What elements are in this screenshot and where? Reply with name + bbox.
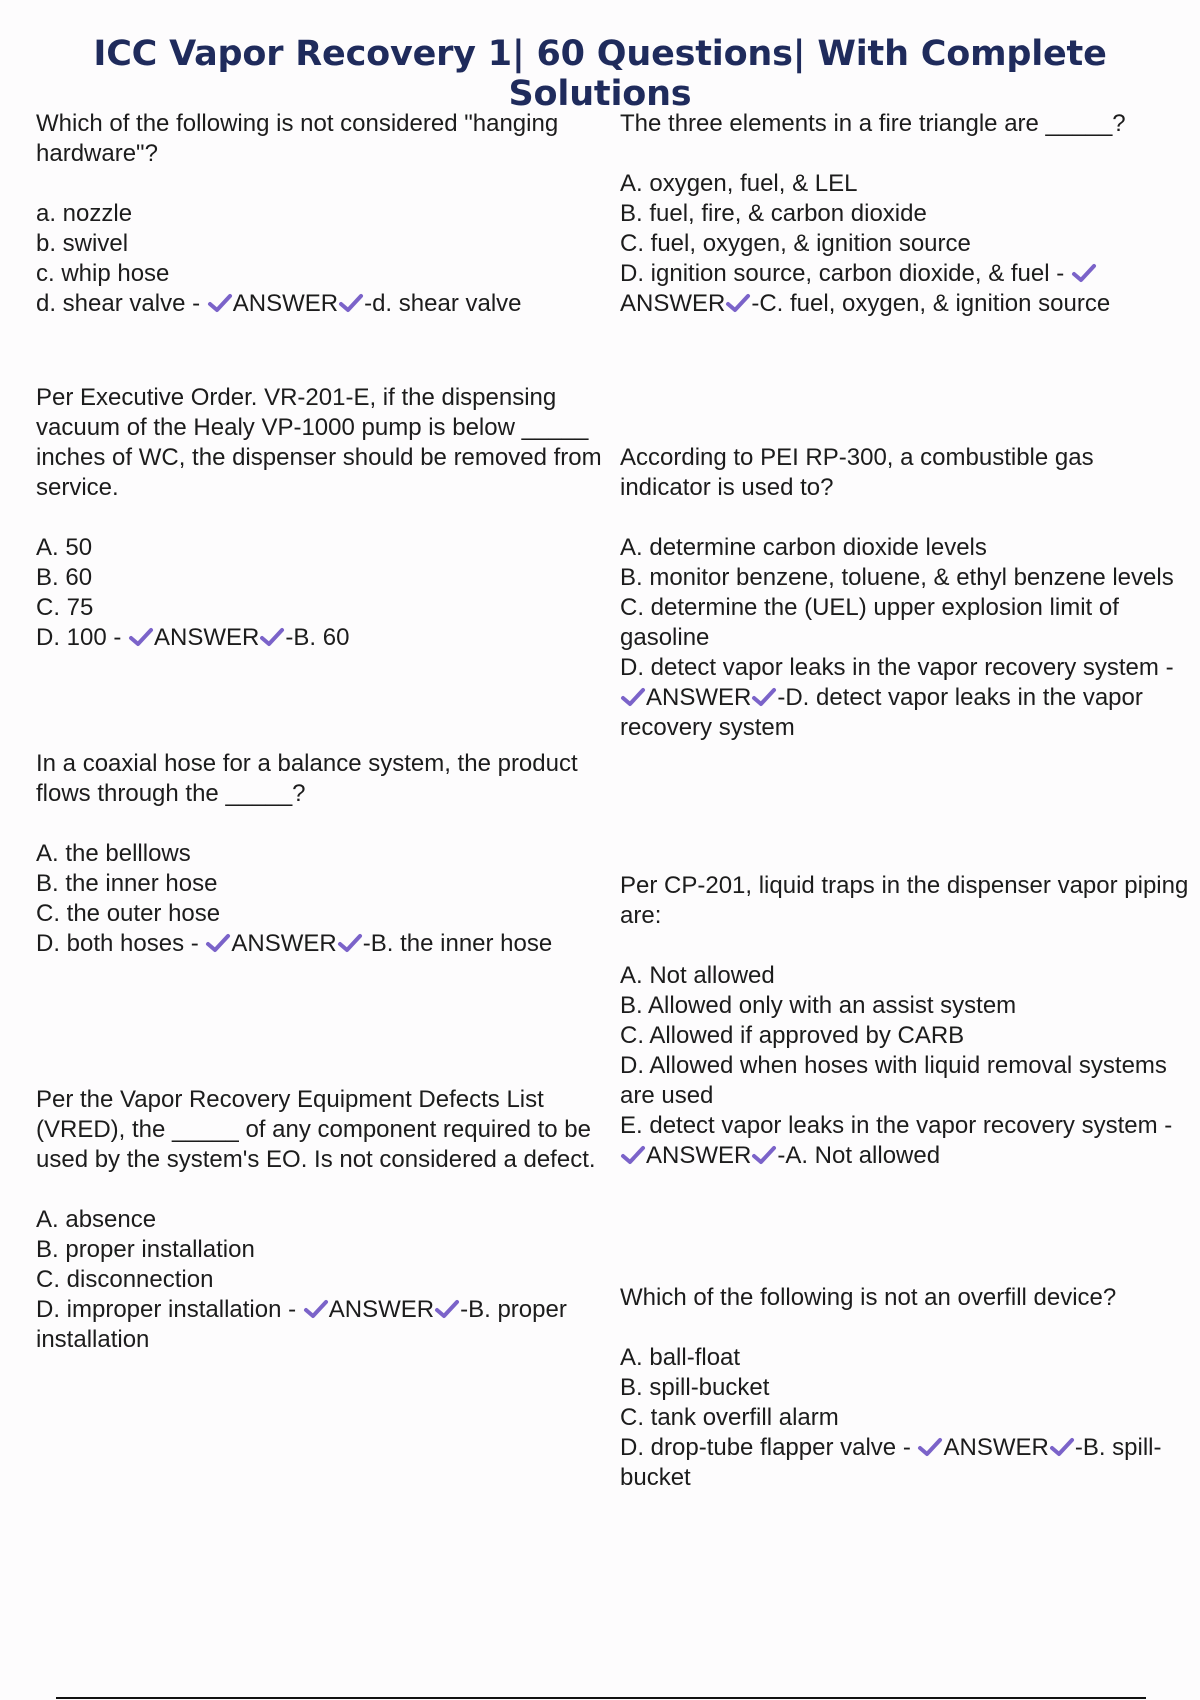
check-icon <box>917 1436 943 1458</box>
option-list <box>36 199 606 289</box>
option: D. Allowed when hoses with liquid removal systems are used <box>620 1052 1167 1109</box>
question-block <box>36 383 606 653</box>
answer-label: ANSWER <box>328 1296 435 1323</box>
answer-text: -B. 60 <box>285 624 350 651</box>
answer-line <box>620 1111 1190 1171</box>
answer-text: -D. detect vapor leaks in the vapor recovery system <box>620 684 1143 741</box>
answer-line <box>36 623 606 653</box>
option: B. 60 <box>36 564 93 591</box>
option: C. 75 <box>36 594 94 621</box>
option-list <box>620 533 1190 653</box>
option-list <box>620 1343 1190 1433</box>
answer-line <box>36 289 606 319</box>
option-list <box>36 1205 606 1295</box>
check-icon <box>620 1144 646 1166</box>
answer-text: -d. shear valve <box>364 290 522 317</box>
option: D. both hoses - <box>36 930 199 957</box>
option: C. determine the (UEL) upper explosion limit of gasoline <box>620 594 1119 651</box>
answer-label: ANSWER <box>646 684 752 711</box>
question-stem: In a coaxial hose for a balance system, the product flows through the _____? <box>36 750 578 807</box>
answer-text: -C. fuel, oxygen, & ignition source <box>751 290 1111 317</box>
option: D. improper installation - <box>36 1296 297 1323</box>
option: E. detect vapor leaks in the vapor recovery system - <box>620 1112 1173 1139</box>
document-title: ICC Vapor Recovery 1| 60 Questions| With Complete Solutions <box>93 34 1107 114</box>
option: C. tank overfill alarm <box>620 1404 839 1431</box>
answer-line <box>620 653 1190 743</box>
question-stem: According to PEI RP-300, a combustible gas indicator is used to? <box>620 444 1094 501</box>
check-icon <box>1049 1436 1075 1458</box>
option: C. the outer hose <box>36 900 221 927</box>
answer-line <box>620 259 1190 319</box>
question-block <box>36 1085 606 1355</box>
option: c. whip hose <box>36 260 170 287</box>
option: B. fuel, fire, & carbon dioxide <box>620 200 927 227</box>
question-block <box>36 109 606 319</box>
answer-line <box>36 1295 606 1355</box>
option-list <box>36 533 606 623</box>
answer-label: ANSWER <box>231 930 337 957</box>
option: D. drop-tube flapper valve - <box>620 1434 911 1461</box>
option: B. spill-bucket <box>620 1374 770 1401</box>
answer-label: ANSWER <box>232 290 339 317</box>
check-icon <box>128 626 154 648</box>
answer-label: ANSWER <box>943 1434 1049 1461</box>
question-block <box>620 443 1190 743</box>
option: A. determine carbon dioxide levels <box>620 534 987 561</box>
option: D. ignition source, carbon dioxide, & fuel - <box>620 260 1065 287</box>
check-icon <box>1071 262 1097 284</box>
question-stem: Which of the following is not an overfill device? <box>620 1284 1117 1311</box>
question-block <box>620 1283 1190 1493</box>
option: a. nozzle <box>36 200 133 227</box>
answer-text: -B. proper installation <box>36 1296 567 1353</box>
check-icon <box>751 686 777 708</box>
option: b. swivel <box>36 230 129 257</box>
answer-line <box>620 1433 1190 1493</box>
check-icon <box>725 292 751 314</box>
answer-label: ANSWER <box>154 624 260 651</box>
question-block <box>620 871 1190 1171</box>
check-icon <box>259 626 285 648</box>
answer-line <box>36 929 606 959</box>
option-list <box>36 839 606 929</box>
check-icon <box>751 1144 777 1166</box>
question-stem: The three elements in a fire triangle are _____? <box>620 110 1126 137</box>
footer-divider <box>56 1697 1146 1699</box>
option: A. Not allowed <box>620 962 775 989</box>
option: C. disconnection <box>36 1266 214 1293</box>
option-list <box>620 169 1190 259</box>
check-icon <box>434 1298 460 1320</box>
check-icon <box>338 292 364 314</box>
answer-text: -A. Not allowed <box>777 1142 941 1169</box>
check-icon <box>207 292 233 314</box>
question-block <box>620 109 1190 319</box>
check-icon <box>205 932 231 954</box>
question-stem: Which of the following is not considered "hanging hardware"? <box>36 110 559 167</box>
option: B. monitor benzene, toluene, & ethyl benzene levels <box>620 564 1174 591</box>
option: A. the belllows <box>36 840 191 867</box>
option: C. fuel, oxygen, & ignition source <box>620 230 971 257</box>
question-stem: Per the Vapor Recovery Equipment Defects List (VRED), the _____ of any component required to be used by the system's EO. Is not considered a defect. <box>36 1086 596 1173</box>
answer-text: -B. the inner hose <box>362 930 553 957</box>
answer-label: ANSWER <box>620 290 726 317</box>
question-stem: Per CP-201, liquid traps in the dispenser vapor piping are: <box>620 872 1189 929</box>
option: A. 50 <box>36 534 93 561</box>
question-block <box>36 749 606 959</box>
option-list <box>620 961 1190 1111</box>
option: C. Allowed if approved by CARB <box>620 1022 965 1049</box>
option: B. Allowed only with an assist system <box>620 992 1017 1019</box>
check-icon <box>337 932 363 954</box>
question-stem: Per Executive Order. VR-201-E, if the dispensing vacuum of the Healy VP-1000 pump is below _____ inches of WC, the dispenser should be removed from service. <box>36 384 602 501</box>
option: A. ball-float <box>620 1344 741 1371</box>
check-icon <box>620 686 646 708</box>
option: D. 100 - <box>36 624 122 651</box>
option: B. proper installation <box>36 1236 255 1263</box>
option: d. shear valve - <box>36 290 201 317</box>
answer-text: -B. spill-bucket <box>620 1434 1162 1491</box>
option: B. the inner hose <box>36 870 218 897</box>
answer-label: ANSWER <box>646 1142 752 1169</box>
check-icon <box>303 1298 329 1320</box>
option: A. absence <box>36 1206 157 1233</box>
option: D. detect vapor leaks in the vapor recovery system - <box>620 654 1174 681</box>
option: A. oxygen, fuel, & LEL <box>620 170 858 197</box>
